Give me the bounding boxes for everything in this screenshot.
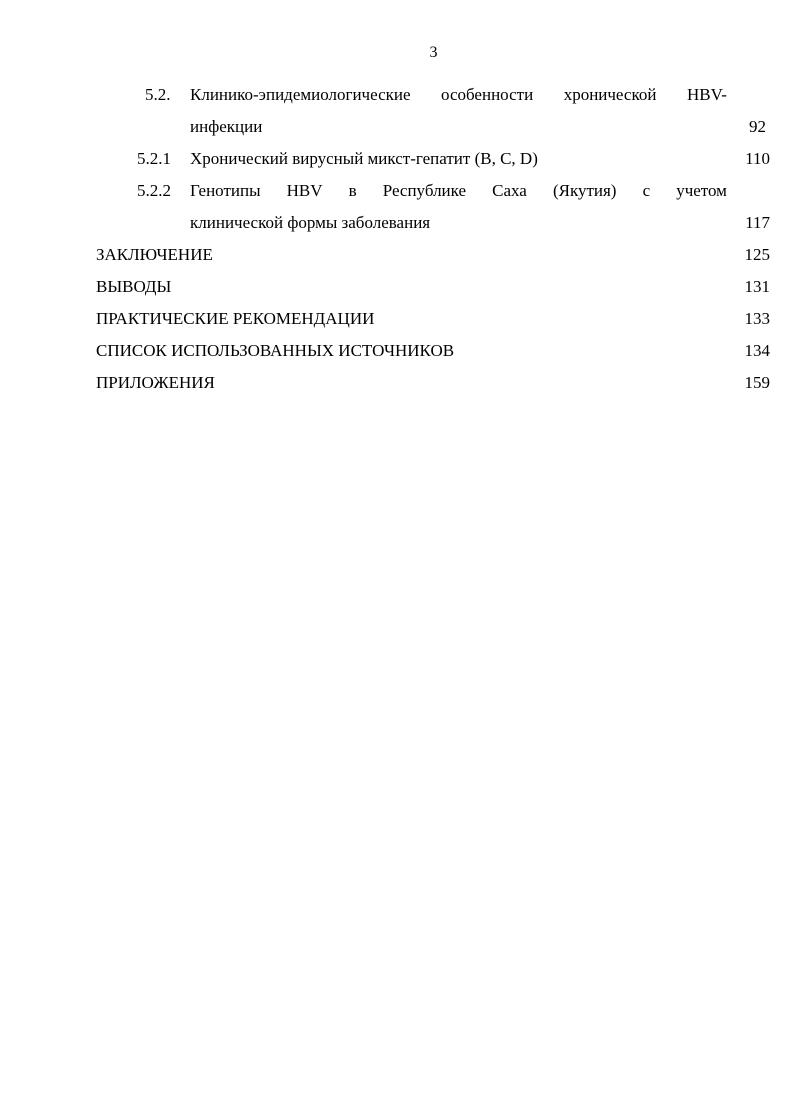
toc-word: с bbox=[642, 181, 651, 200]
toc-entry-title-line1 bbox=[190, 85, 727, 105]
toc-section-title: ЗАКЛЮЧЕНИЕ bbox=[96, 245, 213, 264]
toc-section-page: 133 bbox=[744, 309, 770, 328]
toc-section-title: ПРИЛОЖЕНИЯ bbox=[96, 373, 215, 392]
toc-entry-title-line1 bbox=[190, 181, 727, 201]
toc-entry-number: 5.2.2 bbox=[137, 181, 171, 200]
toc-entry-page: 110 bbox=[745, 149, 770, 168]
toc-word: учетом bbox=[676, 181, 727, 200]
toc-word: Генотипы bbox=[190, 181, 261, 200]
toc-word: (Якутия) bbox=[552, 181, 617, 200]
toc-entry-title-line2: клинической формы заболевания bbox=[190, 213, 431, 232]
toc-word: особенности bbox=[441, 85, 534, 104]
toc-section-title: ПРАКТИЧЕСКИЕ РЕКОМЕНДАЦИИ bbox=[96, 309, 375, 328]
toc-entry-number: 5.2. bbox=[145, 85, 171, 104]
toc-section-title: СПИСОК ИСПОЛЬЗОВАННЫХ ИСТОЧНИКОВ bbox=[96, 341, 455, 360]
toc-word: Клинико-эпидемиологические bbox=[190, 85, 411, 104]
toc-entry-number: 5.2.1 bbox=[137, 149, 171, 168]
toc-word: HBV bbox=[286, 181, 323, 200]
toc-word: хронической bbox=[563, 85, 657, 104]
toc-section-page: 125 bbox=[744, 245, 770, 264]
page-number: 3 bbox=[429, 44, 438, 61]
toc-entry-title-line2: инфекции bbox=[190, 117, 263, 136]
toc-word: Республике bbox=[382, 181, 467, 200]
toc-word: в bbox=[348, 181, 357, 200]
toc-entry-page: 117 bbox=[745, 213, 770, 232]
toc-section-page: 131 bbox=[744, 277, 770, 296]
toc-entry-title-line1: Хронический вирусный микст-гепатит (B, C, D) bbox=[190, 149, 538, 168]
toc-entry-page: 92 bbox=[749, 117, 766, 136]
toc-word: Саха bbox=[492, 181, 527, 200]
toc-section-page: 159 bbox=[744, 373, 770, 392]
toc-word: HBV- bbox=[686, 85, 727, 104]
toc-section-page: 134 bbox=[744, 341, 770, 360]
toc-section-title: ВЫВОДЫ bbox=[96, 277, 172, 296]
